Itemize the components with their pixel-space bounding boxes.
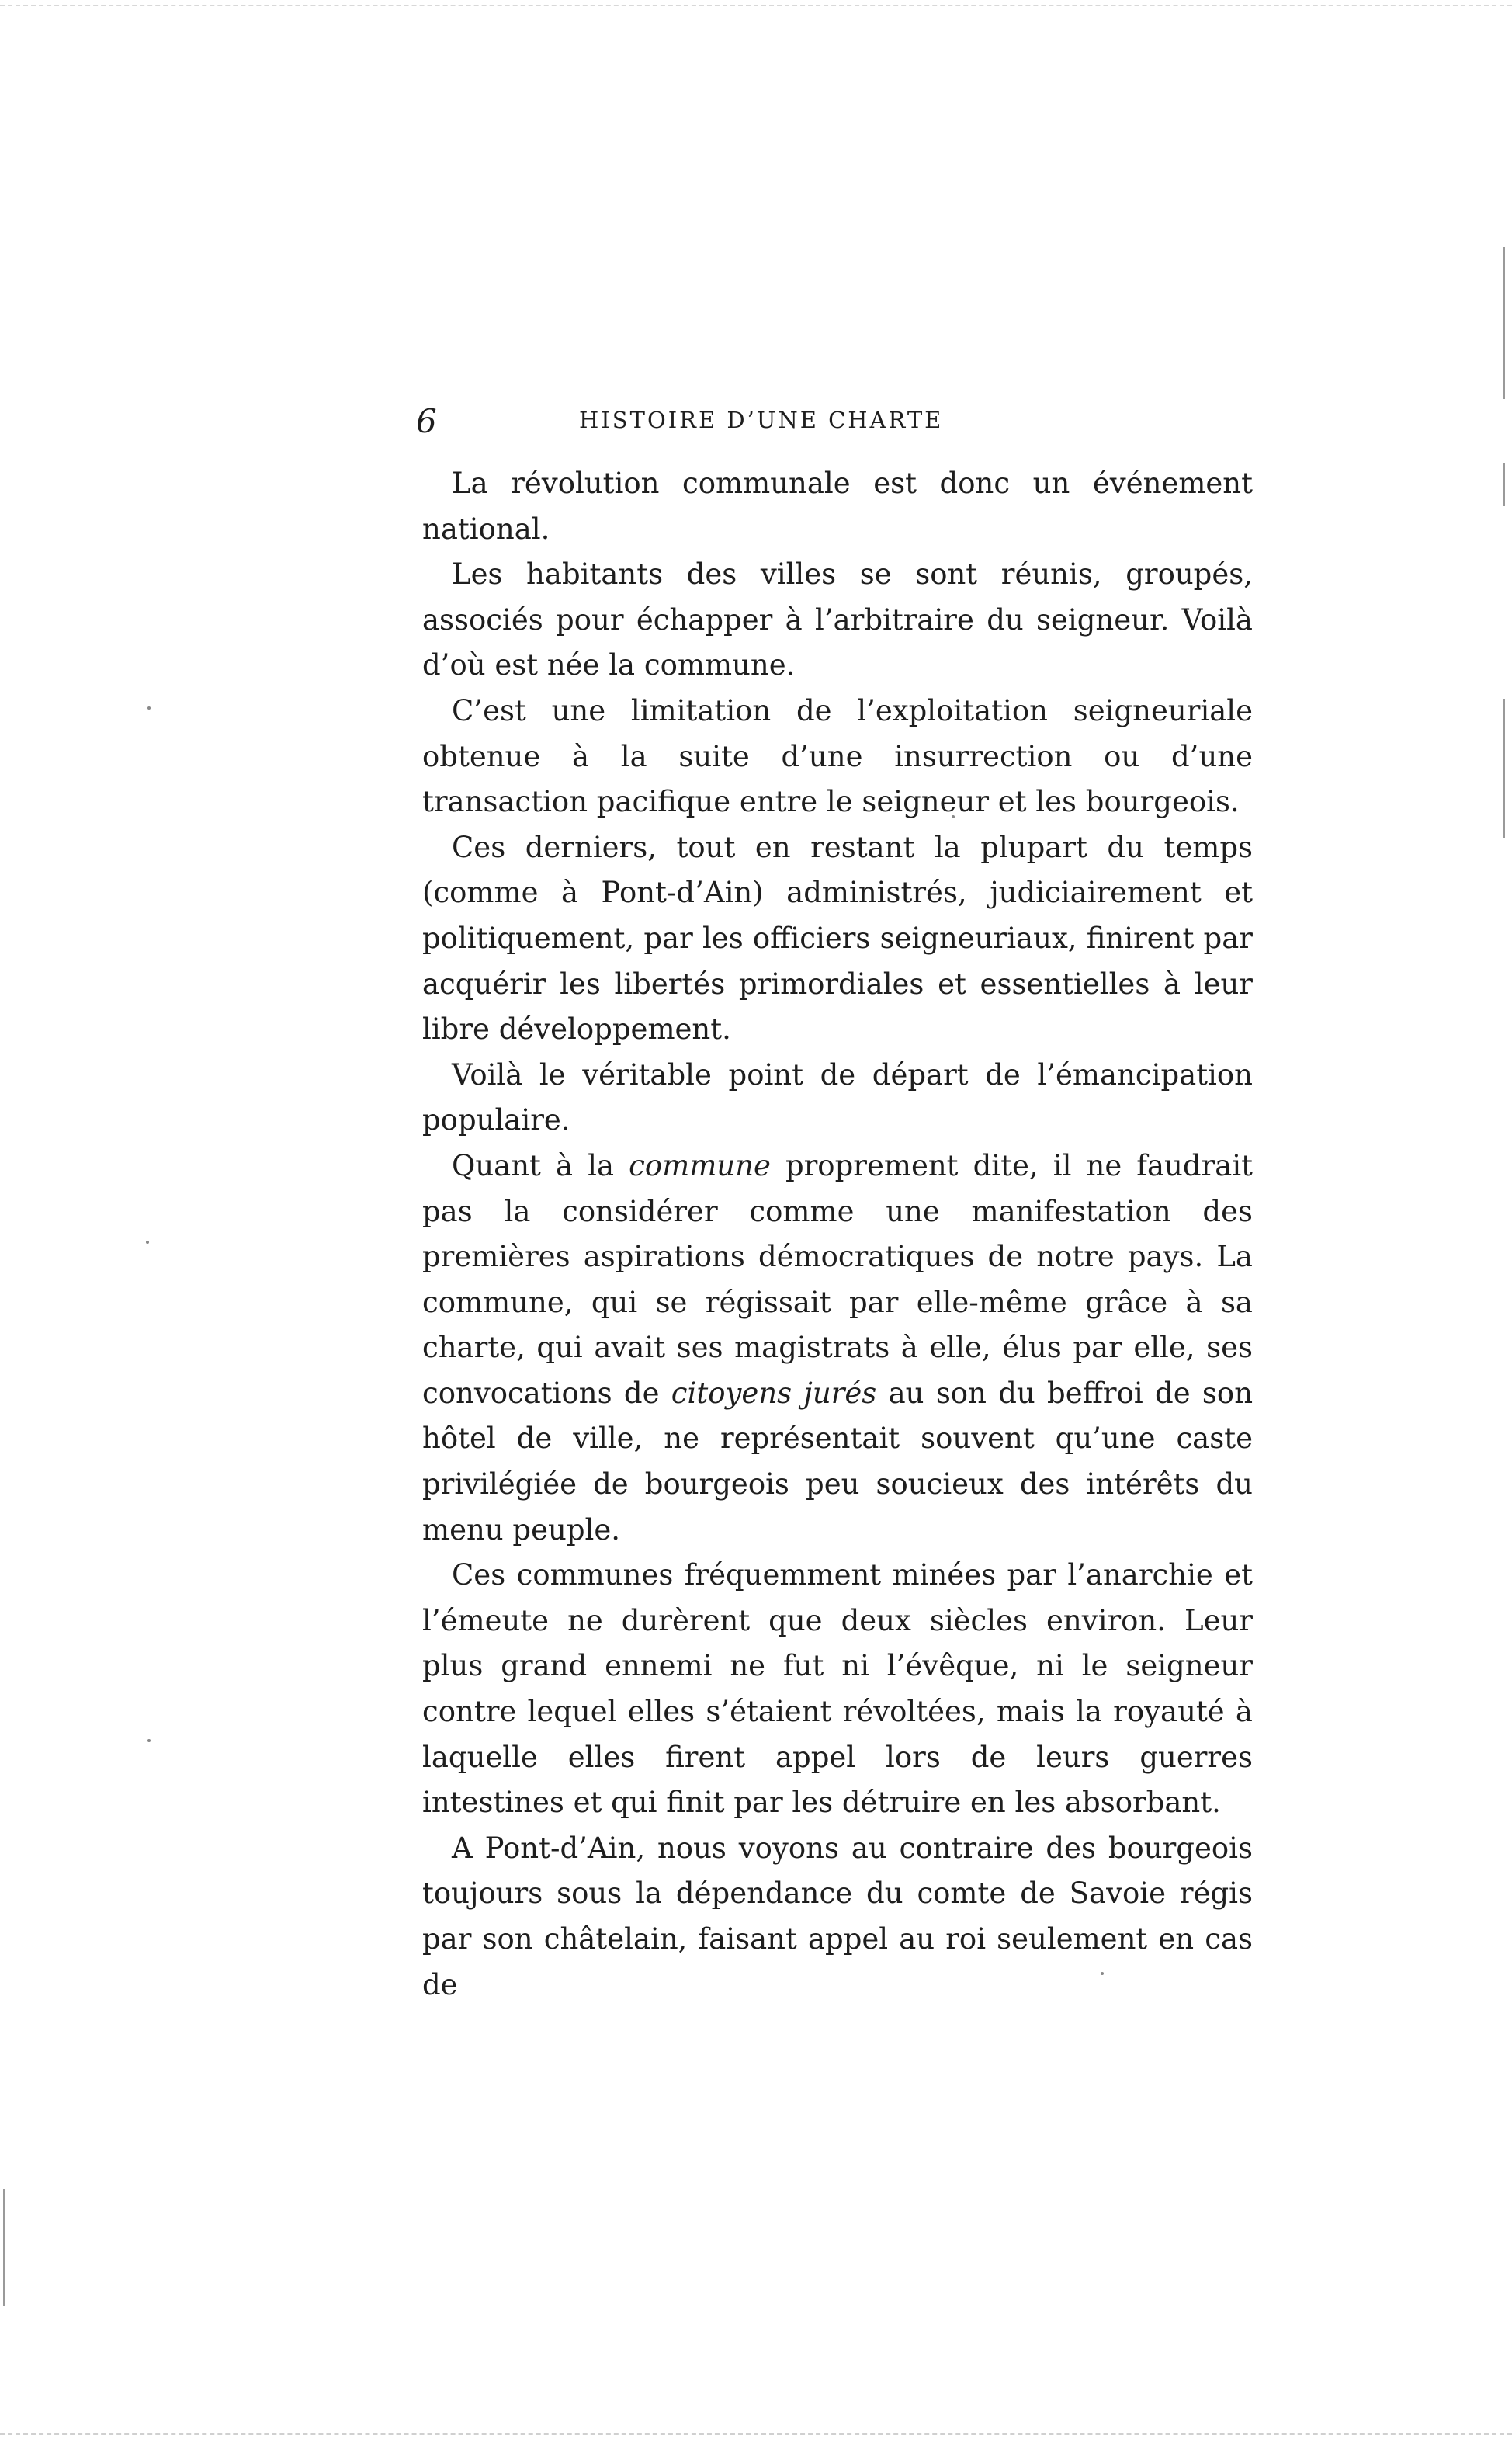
body-text bbox=[422, 461, 1253, 2008]
paragraph: Ces communes fréquemment minées par l’anarchie et l’émeute ne durèrent que deux siècles environ. Leur plus grand ennemi ne fut ni l’évêque, ni le seigneur contre lequel elles s’étaient révoltées, mais la royauté à laquelle elles firent appel lors de leurs guerres intestines et qui finit par les détruire en les absorbant. bbox=[422, 1558, 1253, 1820]
italic-term: commune bbox=[629, 1148, 771, 1182]
page-header bbox=[416, 402, 1254, 449]
page-top-edge bbox=[0, 5, 1512, 6]
running-title: HISTOIRE D’UNE CHARTE bbox=[579, 407, 944, 433]
italic-term: citoyens jurés bbox=[671, 1376, 877, 1410]
paragraph: A Pont-d’Ain, nous voyons au contraire des bourgeois toujours sous la dépendance du comte de Savoie régis par son châtelain, faisant appel au roi seulement en cas de bbox=[422, 1831, 1253, 2001]
scan-margin-mark bbox=[1503, 247, 1505, 399]
paragraph: La révolution communale est donc un événement national. bbox=[422, 467, 1253, 546]
scan-speck bbox=[146, 1241, 149, 1244]
paragraph: C’est une limitation de l’exploitation seigneuriale obtenue à la suite d’une insurrection ou d’une transaction pacifique entre le seigneur et les bourgeois. bbox=[422, 693, 1253, 819]
paragraph-text: proprement dite, il ne faudrait pas la considérer comme une manifestation des premières aspirations démocratiques de notre pays. La commune, qui se régissait par elle-même grâce à sa charte, qui avait ses magistrats à elle, élus par elle, ses convocations de bbox=[422, 1148, 1254, 1410]
page-bottom-edge bbox=[0, 2433, 1512, 2435]
paragraph-text: au son du beffroi de son hôtel de ville, ne représentait souvent qu’une caste privilégiée de bourgeois peu soucieux des intérêts du menu peuple. bbox=[422, 1376, 1254, 1547]
scan-speck bbox=[147, 1739, 151, 1742]
scan-margin-mark bbox=[3, 2189, 5, 2306]
paragraph bbox=[422, 1144, 1253, 1553]
scan-margin-mark bbox=[1503, 463, 1505, 506]
paragraph-text: Quant à la bbox=[452, 1148, 629, 1182]
page-number: 6 bbox=[416, 402, 438, 440]
paragraph: Les habitants des villes se sont réunis, groupés, associés pour échapper à l’arbitraire du seigneur. Voilà d’où est née la commune. bbox=[422, 557, 1253, 682]
paragraph: Voilà le véritable point de départ de l’émancipation populaire. bbox=[422, 1057, 1253, 1137]
scan-margin-mark bbox=[1503, 699, 1505, 838]
paragraph: Ces derniers, tout en restant la plupart du temps (comme à Pont-d’Ain) administrés, judiciairement et politiquement, par les officiers seigneuriaux, finirent par acquérir les libertés primordiales et essentielles à leur libre développement. bbox=[422, 830, 1253, 1047]
scan-speck bbox=[147, 706, 151, 710]
